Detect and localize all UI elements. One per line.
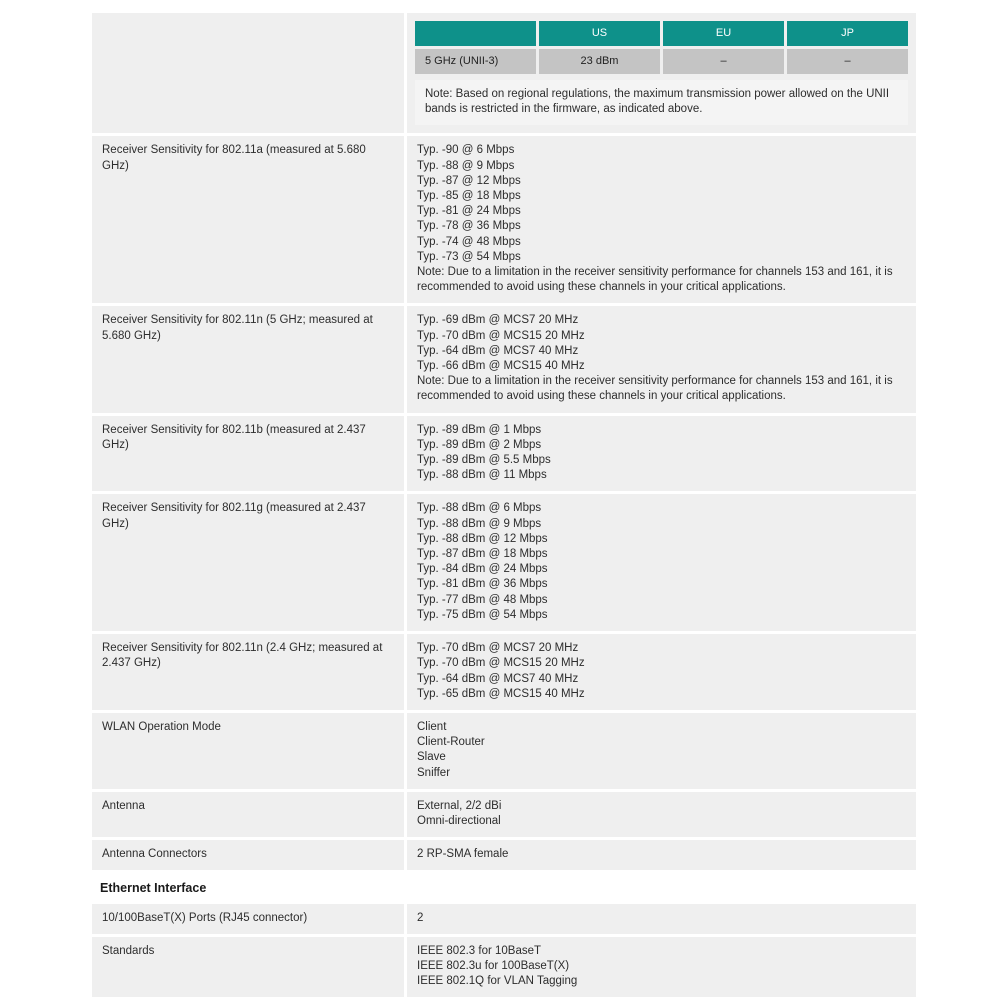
spec-value-line: Typ. -78 @ 36 Mbps xyxy=(417,220,521,233)
spec-value-line: Client-Router xyxy=(417,736,485,749)
spec-row xyxy=(92,634,916,710)
spec-value-line: External, 2/2 dBi xyxy=(417,799,502,812)
spec-value-line: Typ. -66 dBm @ MCS15 40 MHz xyxy=(417,360,585,373)
spec-values xyxy=(407,494,916,631)
spec-value-line: Typ. -90 @ 6 Mbps xyxy=(417,144,515,157)
spec-values xyxy=(407,792,916,837)
spec-value-line: IEEE 802.3 for 10BaseT xyxy=(417,944,542,957)
spec-value-line: Typ. -74 @ 48 Mbps xyxy=(417,235,521,248)
spec-value-line: Omni-directional xyxy=(417,814,501,827)
transmission-power-row xyxy=(92,13,916,133)
spec-row xyxy=(92,136,916,303)
spec-value-line: Typ. -69 dBm @ MCS7 20 MHz xyxy=(417,314,579,327)
power-table-cell: – xyxy=(787,49,908,74)
ethernet-spec-rows xyxy=(92,904,916,998)
spec-value-line: Typ. -88 dBm @ 11 Mbps xyxy=(417,469,547,482)
transmission-power-value-cell xyxy=(407,13,916,133)
spec-values xyxy=(407,904,916,934)
transmission-power-label-cell xyxy=(92,13,404,133)
spec-value-line: Typ. -84 dBm @ 24 Mbps xyxy=(417,563,548,576)
spec-value-line: Typ. -77 dBm @ 48 Mbps xyxy=(417,593,548,606)
spec-row xyxy=(92,306,916,412)
spec-label: Receiver Sensitivity for 802.11b (measured at 2.437 GHz) xyxy=(92,416,404,492)
spec-value-line: IEEE 802.3u for 100BaseT(X) xyxy=(417,959,570,972)
spec-value-line: 2 xyxy=(417,911,424,924)
spec-value-line: Note: Due to a limitation in the receiver sensitivity performance for channels 153 and 161, it is recommended to avoid using these channels in your critical applications. xyxy=(417,375,896,403)
spec-label: Receiver Sensitivity for 802.11g (measured at 2.437 GHz) xyxy=(92,494,404,631)
spec-row xyxy=(92,713,916,789)
spec-row xyxy=(92,416,916,492)
spec-sheet xyxy=(92,13,916,997)
spec-label: Receiver Sensitivity for 802.11a (measured at 5.680 GHz) xyxy=(92,136,404,303)
power-table-header: EU xyxy=(663,21,784,46)
spec-value-line: Typ. -70 dBm @ MCS15 20 MHz xyxy=(417,657,585,670)
spec-value-line: Typ. -65 dBm @ MCS15 40 MHz xyxy=(417,687,585,700)
power-table-cell: 23 dBm xyxy=(539,49,660,74)
power-table-header: JP xyxy=(787,21,908,46)
spec-value-line: Typ. -88 @ 9 Mbps xyxy=(417,159,515,172)
spec-label: Antenna xyxy=(92,792,404,837)
spec-values xyxy=(407,713,916,789)
spec-label: Receiver Sensitivity for 802.11n (2.4 GHz; measured at 2.437 GHz) xyxy=(92,634,404,710)
spec-label: 10/100BaseT(X) Ports (RJ45 connector) xyxy=(92,904,404,934)
spec-label: Receiver Sensitivity for 802.11n (5 GHz; measured at 5.680 GHz) xyxy=(92,306,404,412)
spec-value-line: Slave xyxy=(417,751,446,764)
section-heading-ethernet-interface: Ethernet Interface xyxy=(100,881,207,896)
spec-value-line: Typ. -81 dBm @ 36 Mbps xyxy=(417,578,548,591)
spec-row xyxy=(92,937,916,998)
spec-values xyxy=(407,634,916,710)
wireless-spec-rows xyxy=(92,136,916,870)
spec-row xyxy=(92,494,916,631)
spec-label: WLAN Operation Mode xyxy=(92,713,404,789)
transmission-power-note: Note: Based on regional regulations, the maximum transmission power allowed on the UNII bands is restricted in the firmware, as indicated above. xyxy=(415,80,908,125)
spec-value-line: Typ. -73 @ 54 Mbps xyxy=(417,250,521,263)
spec-value-line: Typ. -64 dBm @ MCS7 40 MHz xyxy=(417,344,579,357)
spec-row xyxy=(92,904,916,934)
spec-value-line: Typ. -88 dBm @ 12 Mbps xyxy=(417,532,548,545)
spec-value-line: Typ. -85 @ 18 Mbps xyxy=(417,190,521,203)
spec-values xyxy=(407,840,916,870)
spec-value-line: Typ. -89 dBm @ 1 Mbps xyxy=(417,423,542,436)
spec-value-line: Typ. -70 dBm @ MCS15 20 MHz xyxy=(417,329,585,342)
spec-values xyxy=(407,306,916,412)
spec-value-line: Typ. -70 dBm @ MCS7 20 MHz xyxy=(417,642,579,655)
spec-label: Antenna Connectors xyxy=(92,840,404,870)
power-table-cell: – xyxy=(663,49,784,74)
spec-value-line: Typ. -89 dBm @ 5.5 Mbps xyxy=(417,454,551,467)
spec-value-line: Typ. -75 dBm @ 54 Mbps xyxy=(417,608,548,621)
spec-value-line: IEEE 802.1Q for VLAN Tagging xyxy=(417,975,578,988)
spec-value-line: Typ. -64 dBm @ MCS7 40 MHz xyxy=(417,672,579,685)
spec-value-line: Typ. -87 @ 12 Mbps xyxy=(417,174,521,187)
spec-label: Standards xyxy=(92,937,404,998)
spec-values xyxy=(407,416,916,492)
spec-values xyxy=(407,937,916,998)
power-table-header: US xyxy=(539,21,660,46)
spec-value-line: Note: Due to a limitation in the receiver sensitivity performance for channels 153 and 161, it is recommended to avoid using these channels in your critical applications. xyxy=(417,266,896,294)
transmission-power-table xyxy=(415,21,908,74)
spec-row xyxy=(92,840,916,870)
spec-value-line: Typ. -89 dBm @ 2 Mbps xyxy=(417,438,542,451)
spec-value-line: Typ. -88 dBm @ 9 Mbps xyxy=(417,517,542,530)
spec-value-line: Typ. -81 @ 24 Mbps xyxy=(417,205,521,218)
spec-row xyxy=(92,792,916,837)
power-table-cell: 5 GHz (UNII-3) xyxy=(415,49,536,74)
spec-value-line: 2 RP-SMA female xyxy=(417,848,509,861)
power-table-header-blank xyxy=(415,21,536,46)
spec-value-line: Typ. -88 dBm @ 6 Mbps xyxy=(417,502,542,515)
spec-values xyxy=(407,136,916,303)
spec-value-line: Typ. -87 dBm @ 18 Mbps xyxy=(417,548,548,561)
spec-value-line: Sniffer xyxy=(417,766,451,779)
spec-value-line: Client xyxy=(417,720,447,733)
